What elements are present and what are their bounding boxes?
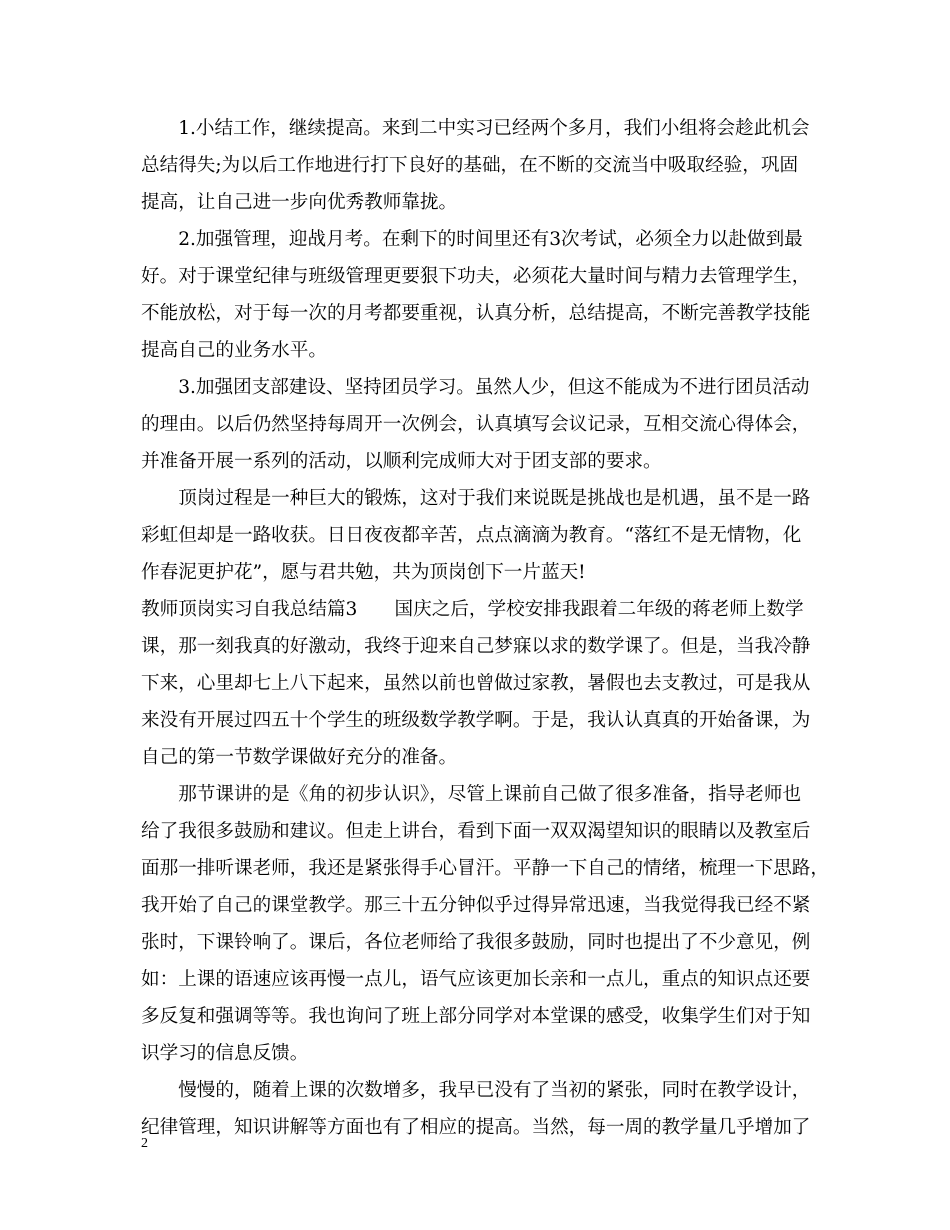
text-line: 下来，心里却七上八下起来，虽然以前也曾做过家教，暑假也去支教过，可是我从 [141,673,811,694]
text-line: 课，那一刻我真的好激动，我终于迎来自己梦寐以求的数学课了。但是，当我冷静 [141,636,811,657]
text-line: 彩虹但却是一路收获。日日夜夜都辛苦，点点滴滴为教育。“落红不是无情物，化 [141,525,802,546]
text-line: 并准备开展一系列的活动，以顺利完成师大对于团支部的要求。 [141,451,662,472]
text-line: 顶岗过程是一种巨大的锻炼，这对于我们来说既是挑战也是机遇，虽不是一路 [141,488,811,509]
text-line: 慢慢的，随着上课的次数增多，我早已没有了当初的紧张，同时在教学设计， [141,1080,811,1101]
text-line: 1.小结工作，继续提高。来到二中实习已经两个多月，我们小组将会趁此机会 [141,118,810,139]
text-line: 提高自己的业务水平。 [141,340,327,361]
text-line: 不能放松，对于每一次的月考都要重视，认真分析，总结提高，不断完善教学技能 [141,303,811,324]
text-line: 面那一排听课老师，我还是紧张得手心冒汗。平静一下自己的情绪，梳理一下思路， [141,858,829,879]
text-line: 多反复和强调等等。我也询问了班上部分同学对本堂课的感受，收集学生们对于知 [141,1006,811,1027]
text-line: 教师顶岗实习自我总结篇3 国庆之后，学校安排我跟着二年级的蒋老师上数学 [141,599,804,620]
text-line: 提高，让自己进一步向优秀教师靠拢。 [141,192,458,213]
text-line: 作春泥更护花”，愿与君共勉，共为顶岗创下一片蓝天! [141,562,586,583]
text-line: 如：上课的语速应该再慢一点儿，语气应该更加长亲和一点儿，重点的知识点还要 [141,969,811,990]
text-line: 的理由。以后仍然坚持每周开一次例会，认真填写会议记录，互相交流心得体会， [141,414,811,435]
text-line: 我开始了自己的课堂教学。那三十五分钟似乎过得异常迅速，当我觉得我已经不紧 [141,895,811,916]
page-number: 2 [141,1136,148,1151]
text-line: 好。对于课堂纪律与班级管理更要狠下功夫，必须花大量时间与精力去管理学生， [141,266,811,287]
text-line: 2.加强管理，迎战月考。在剩下的时间里还有3次考试，必须全力以赴做到最 [141,229,803,250]
text-line: 3.加强团支部建设、坚持团员学习。虽然人少，但这不能成为不进行团员活动 [141,377,810,398]
text-line: 自己的第一节数学课做好充分的准备。 [141,747,458,768]
text-line: 张时，下课铃响了。课后，各位老师给了我很多鼓励，同时也提出了不少意见，例 [141,932,811,953]
text-line: 识学习的信息反馈。 [141,1043,309,1064]
text-line: 纪律管理，知识讲解等方面也有了相应的提高。当然，每一周的教学量几乎增加了 [141,1117,811,1138]
text-line: 来没有开展过四五十个学生的班级数学教学啊。于是，我认认真真的开始备课，为 [141,710,811,731]
text-line: 那节课讲的是《角的初步认识》，尽管上课前自己做了很多准备，指导老师也 [141,784,802,805]
text-line: 给了我很多鼓励和建议。但走上讲台，看到下面一双双渴望知识的眼睛以及教室后 [141,821,811,842]
text-line: 总结得失;为以后工作地进行打下良好的基础，在不断的交流当中吸取经验，巩固 [141,155,799,176]
